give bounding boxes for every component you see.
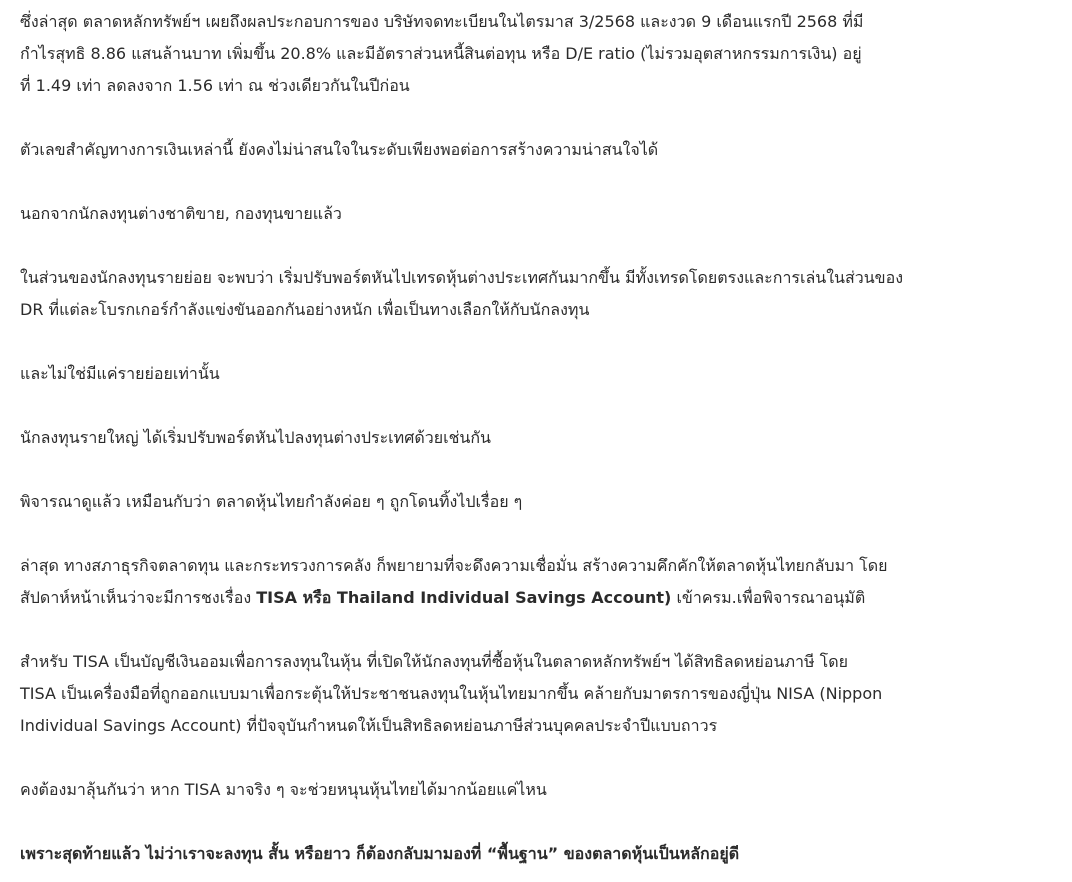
text-segment: เข้าครม.เพื่อพิจารณาอนุมัติ [671, 588, 866, 607]
paragraph-market-abandoned [20, 486, 1020, 518]
text-line: พิจารณาดูแล้ว เหมือนกับว่า ตลาดหุ้นไทยกำลังค่อย ๆ ถูกโดนทิ้งไปเรื่อย ๆ [20, 492, 523, 511]
paragraph-foreign-selling [20, 198, 1020, 230]
text-line: สำหรับ TISA เป็นบัญชีเงินออมเพื่อการลงทุนในหุ้น ที่เปิดให้นักลงทุนที่ซื้อหุ้นในตลาดหลักทรัพย์ฯ ได้สิทธิลดหย่อนภาษี โดย [20, 652, 848, 671]
text-line: ในส่วนของนักลงทุนรายย่อย จะพบว่า เริ่มปรับพอร์ตหันไปเทรดหุ้นต่างประเทศกันมากขึ้น มีทั้งเทรดโดยตรงและการเล่นในส่วนของ [20, 268, 904, 287]
text-line: นักลงทุนรายใหญ่ ได้เริ่มปรับพอร์ตหันไปลงทุนต่างประเทศด้วยเช่นกัน [20, 428, 491, 447]
paragraph-conclusion [20, 838, 1020, 870]
paragraph-tisa-proposal [20, 550, 1020, 614]
text-line: และไม่ใช่มีแค่รายย่อยเท่านั้น [20, 364, 220, 383]
text-line: DR ที่แต่ละโบรกเกอร์กำลังแข่งขันออกกันอย่างหนัก เพื่อเป็นทางเลือกให้กับนักลงทุน [20, 300, 590, 319]
paragraph-financial-figures [20, 134, 1020, 166]
paragraph-large-investors [20, 422, 1020, 454]
text-line: ล่าสุด ทางสภาธุรกิจตลาดทุน และกระทรวงการคลัง ก็พยายามที่จะดึงความเชื่อมั่น สร้างความคึกคักให้ตลาดหุ้นไทยกลับมา โดย [20, 556, 888, 575]
bold-text: TISA หรือ Thailand Individual Savings Account) [256, 588, 672, 607]
paragraph-retail-investors [20, 262, 1020, 326]
text-segment: สัปดาห์หน้าเห็นว่าจะมีการชงเรื่อง [20, 588, 257, 607]
text-line: TISA เป็นเครื่องมือที่ถูกออกแบบมาเพื่อกระตุ้นให้ประชาชนลงทุนในหุ้นไทยมากขึ้น คล้ายกับมาตรการของญี่ปุ่น NISA (Nippon [20, 684, 883, 703]
text-line: ที่ 1.49 เท่า ลดลงจาก 1.56 เท่า ณ ช่วงเดียวกันในปีก่อน [20, 76, 410, 95]
text-line: เพราะสุดท้ายแล้ว ไม่ว่าเราจะลงทุน สั้น หรือยาว ก็ต้องกลับมามองที่ “พื้นฐาน” ของตลาดหุ้นเป็นหลักอยู่ดี [20, 844, 740, 863]
text-line: ซึ่งล่าสุด ตลาดหลักทรัพย์ฯ เผยถึงผลประกอบการของ บริษัทจดทะเบียนในไตรมาส 3/2568 และงวด 9 เดือนแรกปี 2568 ที่มี [20, 12, 864, 31]
text-line: คงต้องมาลุ้นกันว่า หาก TISA มาจริง ๆ จะช่วยหนุนหุ้นไทยได้มากน้อยแค่ไหน [20, 780, 547, 799]
article-body [20, 6, 1020, 870]
text-line: Individual Savings Account) ที่ปัจจุบันกำหนดให้เป็นสิทธิลดหย่อนภาษีส่วนบุคคลประจำปีแบบถาวร [20, 716, 718, 735]
text-line: นอกจากนักลงทุนต่างชาติขาย, กองทุนขายแล้ว [20, 204, 342, 223]
text-line: ตัวเลขสำคัญทางการเงินเหล่านี้ ยังคงไม่น่าสนใจในระดับเพียงพอต่อการสร้างความน่าสนใจได้ [20, 140, 659, 159]
text-line: กำไรสุทธิ 8.86 แสนล้านบาท เพิ่มขึ้น 20.8% และมีอัตราส่วนหนี้สินต่อทุน หรือ D/E ratio (ไม่รวมอุตสาหกรรมการเงิน) อยู่ [20, 44, 862, 63]
paragraph-not-only-retail [20, 358, 1020, 390]
paragraph-tisa-outlook [20, 774, 1020, 806]
paragraph-earnings [20, 6, 1020, 102]
text-line [20, 582, 1020, 614]
paragraph-tisa-description [20, 646, 1020, 742]
